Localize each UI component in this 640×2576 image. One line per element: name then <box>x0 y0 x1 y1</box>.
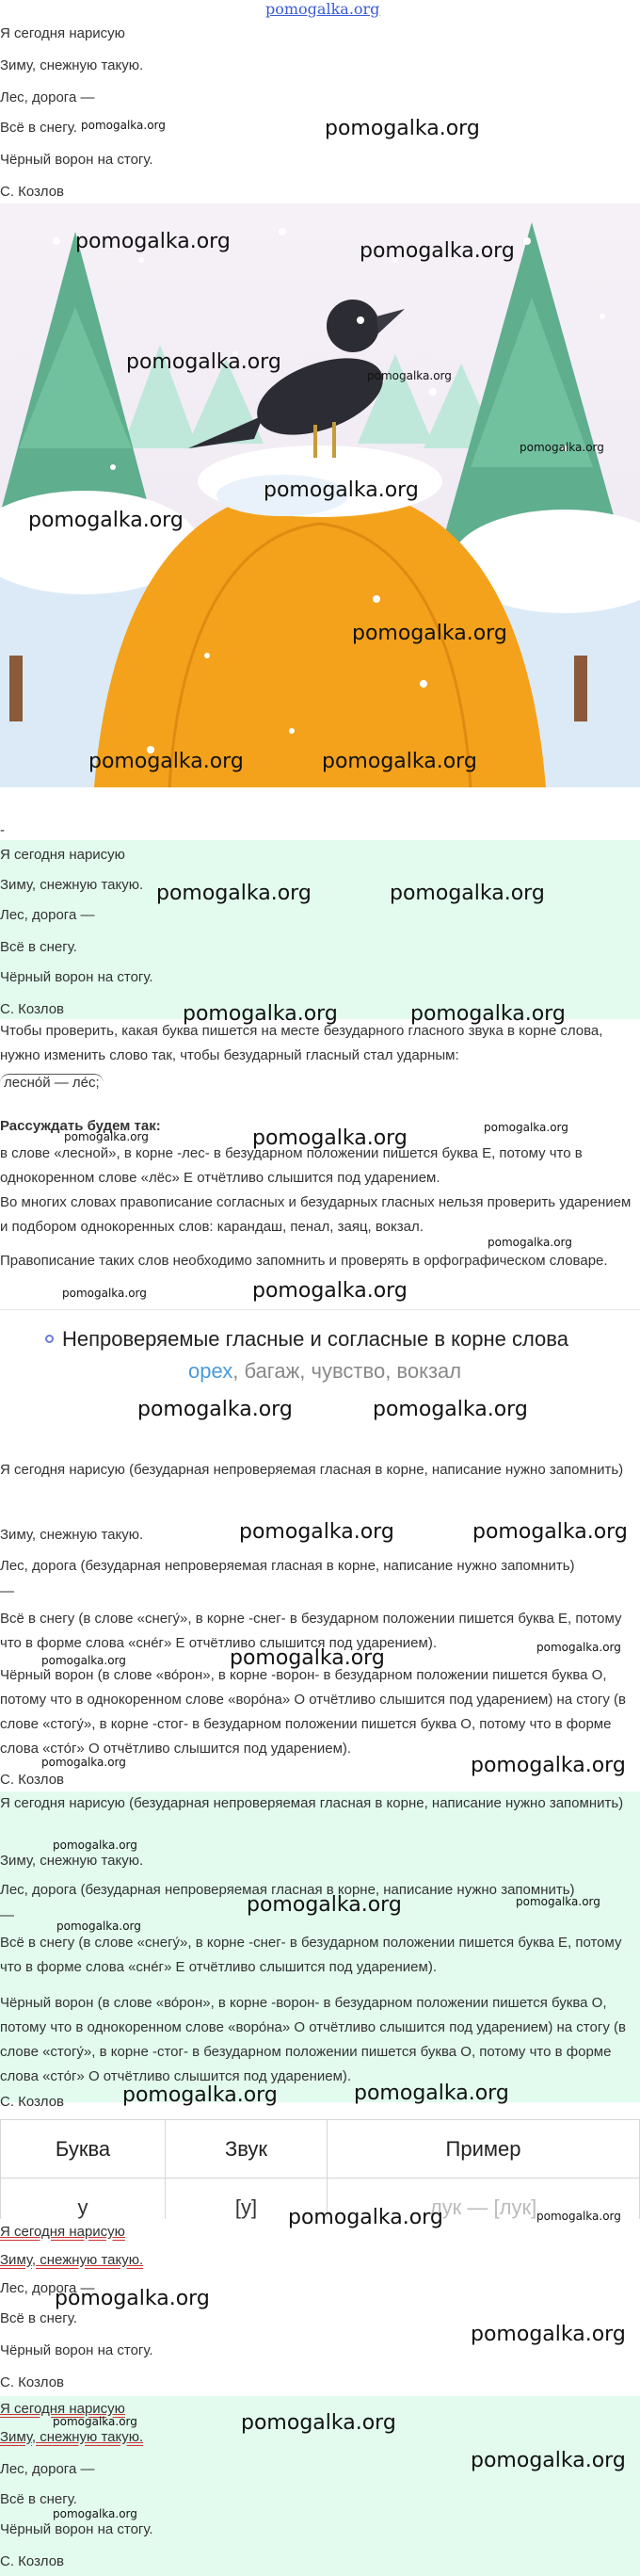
table-header: Пример <box>328 2120 640 2179</box>
poem-line-1: Я сегодня нарисую <box>0 25 125 41</box>
watermark: pomogalka.org <box>53 1839 137 1852</box>
poem-line-1 <box>0 2223 125 2242</box>
watermark: pomogalka.org <box>53 2415 137 2428</box>
check-example-text: лесно́й — ле́с; <box>0 1074 104 1091</box>
watermark: pomogalka.org <box>230 1646 385 1670</box>
watermark: pomogalka.org <box>41 1756 126 1769</box>
poem-line-2: Зиму, снежную такую. <box>0 877 144 893</box>
watermark: pomogalka.org <box>471 2449 626 2472</box>
watermark: pomogalka.org <box>88 750 244 773</box>
poem-line-4: Всё в снегу. <box>0 2491 77 2507</box>
poem-line-5: Чёрный ворон на стогу. <box>0 969 153 985</box>
many-words-paragraph: Во многих словах правописание согласных и безударных гласных нельзя проверить ударением и подбором однокоренных слов: карандаш, пенал, заяц, вокзал. <box>0 1194 632 1235</box>
watermark: pomogalka.org <box>56 1920 141 1933</box>
card-word: багаж <box>244 1359 300 1383</box>
author: С. Козлов <box>0 1001 65 1017</box>
card-word: чувство <box>311 1359 386 1383</box>
card-word: вокзал <box>396 1359 462 1383</box>
poem-line-4: Всё в снегу. <box>0 120 77 136</box>
watermark: pomogalka.org <box>471 1754 626 1777</box>
poem-line-4: Всё в снегу. <box>0 2310 77 2326</box>
author: С. Козлов <box>0 2374 65 2390</box>
table-cell: [у] <box>166 2179 328 2237</box>
watermark: pomogalka.org <box>536 2210 621 2223</box>
poem-line-3: Лес, дорога — <box>0 2461 95 2477</box>
author: С. Козлов <box>0 2094 65 2110</box>
watermark: pomogalka.org <box>252 1126 408 1150</box>
annot-line-6: Чёрный ворон (в слове «во́рон», в корне -ворон- в безударном положении пишется буква О, потому что в однокоренном слове «воро́на» О отчётливо слышится под ударением) на стогу (в слове «стогу́», в корне -стог- в безударном положении пишется буква О, потому что в форме слова «сто́г» О отчётливо слышится под ударением). <box>0 1995 626 2084</box>
poem-block-green <box>0 840 640 1019</box>
watermark: pomogalka.org <box>373 1398 528 1421</box>
author: С. Козлов <box>0 2553 65 2569</box>
watermark: pomogalka.org <box>81 119 166 132</box>
poem-line-3: Лес, дорога — <box>0 2280 95 2296</box>
card-word: орех <box>188 1359 233 1383</box>
author: С. Козлов <box>0 1772 65 1788</box>
watermark: pomogalka.org <box>520 441 604 454</box>
reason-heading: Рассуждать будем так: <box>0 1118 161 1134</box>
table-header: Буква <box>1 2120 166 2179</box>
watermark: pomogalka.org <box>122 2083 278 2107</box>
table-cell: у <box>1 2179 166 2237</box>
watermark: pomogalka.org <box>488 1236 572 1249</box>
watermark: pomogalka.org <box>241 2411 396 2435</box>
watermark: pomogalka.org <box>264 478 419 502</box>
check-example <box>0 1074 104 1093</box>
watermark: pomogalka.org <box>137 1398 293 1421</box>
poem-line-text: Я сегодня нарисую <box>0 2224 125 2240</box>
poem-line-2 <box>0 2428 143 2447</box>
watermark: pomogalka.org <box>322 750 477 773</box>
watermark: pomogalka.org <box>247 1893 402 1917</box>
watermark: pomogalka.org <box>390 882 545 905</box>
poem-line-4: Всё в снегу. <box>0 939 77 955</box>
watermark: pomogalka.org <box>354 2082 509 2105</box>
poem-line-text: Зиму, снежную такую. <box>0 2429 144 2445</box>
annot-line-6: Чёрный ворон (в слове «во́рон», в корне -ворон- в безударном положении пишется буква О, потому что в однокоренном слове «воро́на» О отчётливо слышится под ударением) на стогу (в слове «стогу́», в корне -стог- в безударном положении пишется буква О, потому что в форме слова «сто́г» О отчётливо слышится под ударением). <box>0 1667 626 1757</box>
author: С. Козлов <box>0 184 65 200</box>
reason-text: в слове «лесной», в корне -лес- в безударном положении пишется буква Е, потому что в однокоренном слове «лёс» Е отчётливо слышится под ударением. <box>0 1145 583 1186</box>
watermark: pomogalka.org <box>156 882 312 905</box>
watermark: pomogalka.org <box>239 1520 394 1544</box>
watermark: pomogalka.org <box>471 2323 626 2346</box>
poem-line-2 <box>0 2251 143 2270</box>
dash: - <box>0 822 5 838</box>
watermark: pomogalka.org <box>536 1641 621 1654</box>
poem-line-1: Я сегодня нарисую <box>0 847 125 863</box>
poem-line-3: Лес, дорога — <box>0 907 95 923</box>
table-header-row <box>1 2120 640 2179</box>
annot-line-3: Лес, дорога (безударная непроверяемая гласная в корне, написание нужно запомнить) <box>0 1558 575 1574</box>
annot-line-1: Я сегодня нарисую (безударная непроверяемая гласная в корне, написание нужно запомнить) <box>0 1795 624 1811</box>
watermark: pomogalka.org <box>183 1002 338 1026</box>
watermark: pomogalka.org <box>75 230 231 253</box>
watermark: pomogalka.org <box>516 1895 600 1908</box>
watermark: pomogalka.org <box>367 369 452 382</box>
watermark: pomogalka.org <box>360 239 515 263</box>
table-cell: лук — [лук] <box>328 2179 640 2237</box>
rule-card <box>0 1309 640 1403</box>
table-header: Звук <box>166 2120 328 2179</box>
watermark: pomogalka.org <box>126 350 281 374</box>
poem-line-5: Чёрный ворон на стогу. <box>0 2521 153 2537</box>
annot-line-3: Лес, дорога (безударная непроверяемая гласная в корне, написание нужно запомнить) <box>0 1882 575 1898</box>
memorize-paragraph: Правописание таких слов необходимо запомнить и проверять в орфографическом словаре. <box>0 1253 608 1269</box>
bullet-icon <box>45 1335 54 1343</box>
annot-line-4: — <box>0 1583 14 1599</box>
card-title: Непроверяемые гласные и согласные в корне слова <box>62 1327 568 1351</box>
watermark: pomogalka.org <box>53 2507 137 2520</box>
watermark: pomogalka.org <box>472 1520 628 1544</box>
check-paragraph: Чтобы проверить, какая буква пишется на месте безударного гласного звука в корне слова, нужно изменить слово так, чтобы безударный гласный стал ударным: <box>0 1023 603 1063</box>
watermark: pomogalka.org <box>252 1279 408 1303</box>
card-words: орех, багаж, чувство, вокзал <box>188 1359 462 1383</box>
watermark: pomogalka.org <box>325 117 480 140</box>
poem-line-2: Зиму, снежную такую. <box>0 57 144 73</box>
annot-line-4: — <box>0 1907 14 1923</box>
annot-line-2: Зиму, снежную такую. <box>0 1527 144 1543</box>
annot-line-5: Всё в снегу (в слове «снегу́», в корне -снег- в безударном положении пишется буква Е, потому что в форме слова «сне́г» Е отчётливо слышится под ударением). <box>0 1611 622 1651</box>
watermark: pomogalka.org <box>352 622 507 645</box>
annot-line-1: Я сегодня нарисую (безударная непроверяемая гласная в корне, написание нужно запомнить) <box>0 1462 624 1478</box>
top-watermark[interactable]: pomogalka.org <box>265 0 380 18</box>
watermark: pomogalka.org <box>55 2287 210 2310</box>
watermark: pomogalka.org <box>28 509 184 532</box>
annot-line-2: Зиму, снежную такую. <box>0 1853 144 1869</box>
poem-line-text: Я сегодня нарисую <box>0 2401 125 2417</box>
watermark: pomogalka.org <box>288 2206 443 2229</box>
poem-line-5: Чёрный ворон на стогу. <box>0 152 153 168</box>
poem-line-text: Зиму, снежную такую. <box>0 2252 144 2268</box>
watermark: pomogalka.org <box>410 1002 566 1026</box>
watermark: pomogalka.org <box>64 1130 149 1143</box>
poem-line-3: Лес, дорога — <box>0 89 95 105</box>
watermark: pomogalka.org <box>484 1121 568 1134</box>
watermark: pomogalka.org <box>62 1287 147 1300</box>
watermark: pomogalka.org <box>41 1654 126 1667</box>
poem-line-5: Чёрный ворон на стогу. <box>0 2342 153 2358</box>
annot-line-5: Всё в снегу (в слове «снегу́», в корне -снег- в безударном положении пишется буква Е, потому что в форме слова «сне́г» Е отчётливо слышится под ударением). <box>0 1935 622 1975</box>
